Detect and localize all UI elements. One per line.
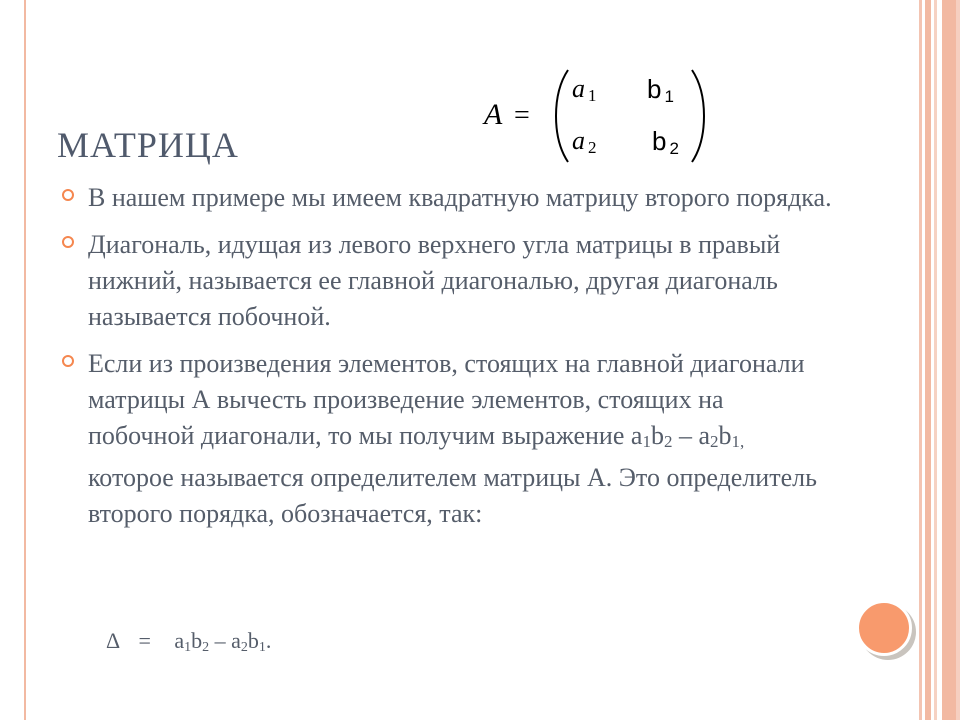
bullet-list — [62, 180, 832, 543]
matrix-cell-b2: b $_2$ — [652, 126, 679, 158]
bullet-circle-icon — [62, 236, 74, 248]
matrix-formula — [484, 68, 714, 164]
decor-orb — [856, 600, 912, 656]
matrix-lhs: A — [484, 98, 503, 131]
matrix-equals: = — [514, 100, 530, 131]
matrix-cell-b1: b $_1$ — [647, 74, 674, 106]
formula-equals: = — [138, 628, 151, 653]
bullet-circle-icon — [62, 189, 74, 201]
bullet-circle-icon — [62, 355, 74, 367]
bullet-text: Если из произведения элементов, стоящих на главной диагонали матрицы А вычесть произведение элементов, стоящих на побочной диагонали, то мы получим выражение $а_1b_2 - а_2b_{1,}$ которое называется определителем матрицы А. Это определитель второго порядка, обозначается, так: — [88, 349, 817, 528]
left-decor-rule — [24, 0, 26, 720]
left-paren-icon — [554, 68, 570, 164]
delta-symbol: Δ — [106, 628, 119, 653]
right-decor-stripes — [914, 0, 960, 720]
right-paren-icon — [690, 68, 706, 164]
list-item — [62, 227, 832, 335]
bullet-text: Диагональ, идущая из левого верхнего угла матрицы в правый нижний, называется ее главной диагональю, другая диагональ называется побочной. — [88, 230, 781, 331]
determinant-formula: $\Delta = а_1b_2 - а_2b_1$. — [106, 628, 272, 655]
list-item — [62, 346, 832, 532]
matrix-cell-a1: a $_1$ — [572, 74, 597, 105]
bullet-text: В нашем примере мы имеем квадратную матрицу второго порядка. — [88, 183, 832, 212]
matrix-cell-a2: a $_2$ — [572, 126, 597, 157]
page-title: МАТРИЦА — [57, 125, 239, 165]
list-item — [62, 180, 832, 216]
